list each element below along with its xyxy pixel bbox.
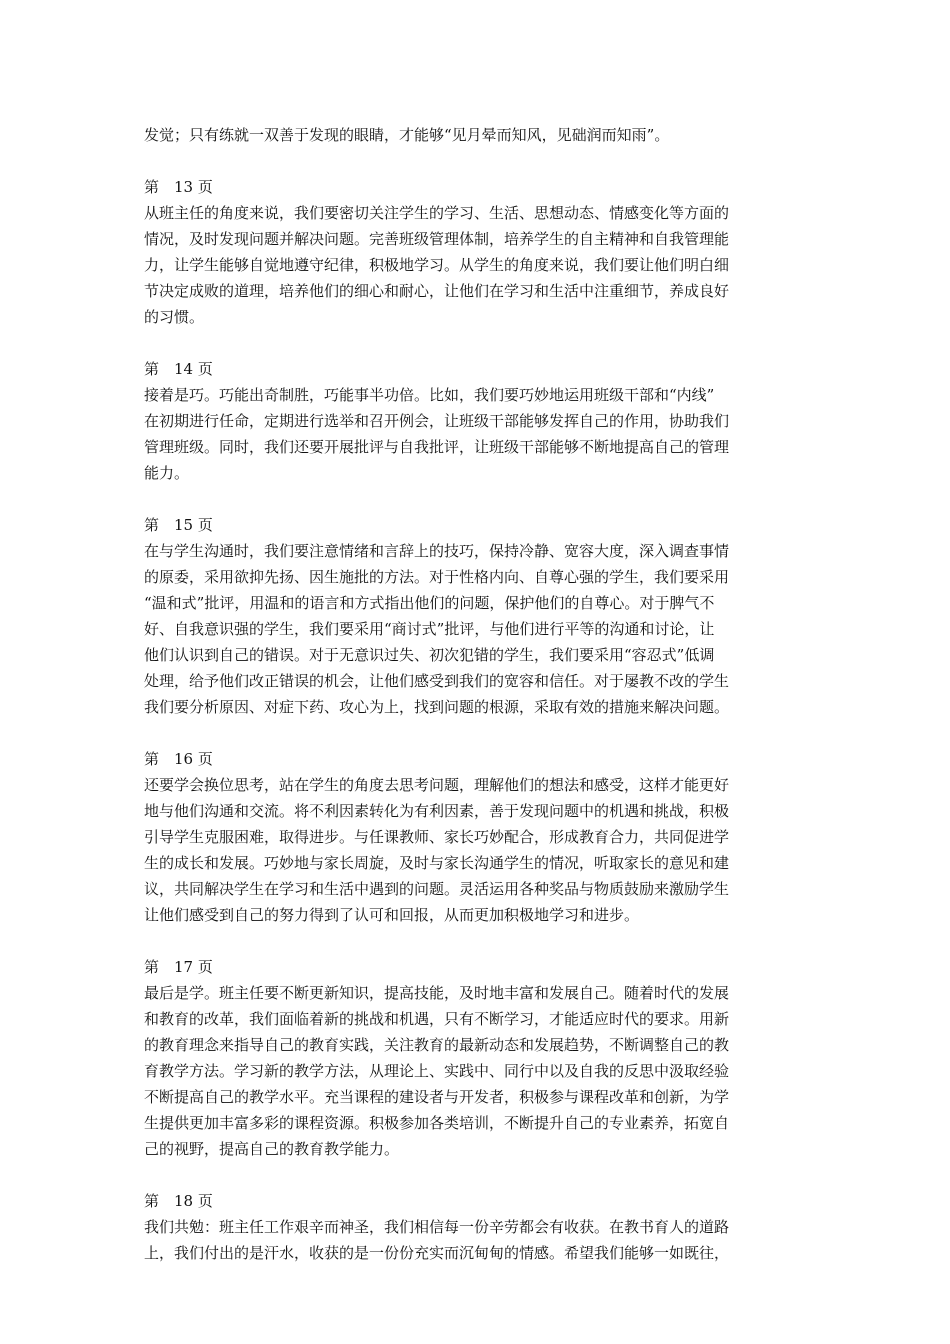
section-14-line: 接着是巧。巧能出奇制胜，巧能事半功倍。比如，我们要巧妙地运用班级干部和“内线” — [144, 386, 715, 404]
section-15-line: “温和式”批评，用温和的语言和方式指出他们的问题，保护他们的自尊心。对于脾气不 — [144, 594, 715, 612]
section-13-line: 力，让学生能够自觉地遵守纪律，积极地学习。从学生的角度来说，我们要让他们明白细 — [144, 256, 730, 274]
section-13-line: 节决定成败的道理，培养他们的细心和耐心，让他们在学习和生活中注重细节，养成良好 — [144, 282, 730, 300]
section-17-line: 不断提高自己的教学水平。充当课程的建设者与开发者，积极参与课程改革和创新，为学 — [144, 1088, 730, 1106]
section-13-line: 情况，及时发现问题并解决问题。完善班级管理体制，培养学生的自主精神和自我管理能 — [144, 230, 730, 248]
section-heading-15: 第 15 页 — [144, 516, 213, 534]
paragraph-gap — [144, 720, 812, 746]
section-17-line: 己的视野，提高自己的教育教学能力。 — [144, 1140, 400, 1158]
section-15-line: 好、自我意识强的学生，我们要采用“商讨式”批评，与他们进行平等的沟通和讨论，让 — [144, 620, 715, 638]
section-17-line: 生提供更加丰富多彩的课程资源。积极参加各类培训，不断提升自己的专业素养，拓宽自 — [144, 1114, 730, 1132]
section-17-line: 育教学方法。学习新的教学方法，从理论上、实践中、同行中以及自我的反思中汲取经验 — [144, 1062, 730, 1080]
section-16-line: 引导学生克服困难，取得进步。与任课教师、家长巧妙配合，形成教育合力，共同促进学 — [144, 828, 730, 846]
section-heading-18: 第 18 页 — [144, 1192, 213, 1210]
section-17-line: 的教育理念来指导自己的教育实践，关注教育的最新动态和发展趋势，不断调整自己的教 — [144, 1036, 730, 1054]
paragraph-gap — [144, 928, 812, 954]
section-16-line: 让他们感受到自己的努力得到了认可和回报，从而更加积极地学习和进步。 — [144, 906, 640, 924]
section-15-line: 在与学生沟通时，我们要注意情绪和言辞上的技巧，保持冷静、宽容大度，深入调查事情 — [144, 542, 730, 560]
paragraph-gap — [144, 148, 812, 174]
section-heading-16: 第 16 页 — [144, 750, 213, 768]
section-18-line: 上，我们付出的是汗水，收获的是一份份充实而沉甸甸的情感。希望我们能够一如既往， — [144, 1244, 730, 1262]
section-15-line: 我们要分析原因、对症下药、攻心为上，找到问题的根源，采取有效的措施来解决问题。 — [144, 698, 730, 716]
section-heading-13: 第 13 页 — [144, 178, 213, 196]
section-15-line: 的原委，采用欲抑先扬、因生施批的方法。对于性格内向、自尊心强的学生，我们要采用 — [144, 568, 730, 586]
paragraph-gap — [144, 486, 812, 512]
section-14-line: 管理班级。同时，我们还要开展批评与自我批评，让班级干部能够不断地提高自己的管理 — [144, 438, 730, 456]
section-13-line: 从班主任的角度来说，我们要密切关注学生的学习、生活、思想动态、情感变化等方面的 — [144, 204, 730, 222]
intro-line: 发觉；只有练就一双善于发现的眼睛，才能够“见月晕而知风，见础润而知雨”。 — [144, 126, 670, 144]
section-heading-17: 第 17 页 — [144, 958, 213, 976]
section-16-line: 生的成长和发展。巧妙地与家长周旋，及时与家长沟通学生的情况，听取家长的意见和建 — [144, 854, 730, 872]
paragraph-gap — [144, 1162, 812, 1188]
section-18-line: 我们共勉：班主任工作艰辛而神圣，我们相信每一份辛劳都会有收获。在教书育人的道路 — [144, 1218, 730, 1236]
document-page — [144, 122, 812, 1266]
section-16-line: 议，共同解决学生在学习和生活中遇到的问题。灵活运用各种奖品与物质鼓励来激励学生 — [144, 880, 730, 898]
section-14-line: 能力。 — [144, 464, 190, 482]
section-15-line: 他们认识到自己的错误。对于无意识过失、初次犯错的学生，我们要采用“容忍式”低调 — [144, 646, 715, 664]
section-15-line: 处理，给予他们改正错误的机会，让他们感受到我们的宽容和信任。对于屡教不改的学生 — [144, 672, 730, 690]
paragraph-gap — [144, 330, 812, 356]
section-16-line: 地与他们沟通和交流。将不利因素转化为有利因素，善于发现问题中的机遇和挑战，积极 — [144, 802, 730, 820]
section-13-line: 的习惯。 — [144, 308, 205, 326]
section-17-line: 和教育的改革，我们面临着新的挑战和机遇，只有不断学习，才能适应时代的要求。用新 — [144, 1010, 730, 1028]
section-14-line: 在初期进行任命，定期进行选举和召开例会，让班级干部能够发挥自己的作用，协助我们 — [144, 412, 730, 430]
section-heading-14: 第 14 页 — [144, 360, 213, 378]
section-17-line: 最后是学。班主任要不断更新知识，提高技能，及时地丰富和发展自己。随着时代的发展 — [144, 984, 730, 1002]
section-16-line: 还要学会换位思考，站在学生的角度去思考问题，理解他们的想法和感受，这样才能更好 — [144, 776, 730, 794]
